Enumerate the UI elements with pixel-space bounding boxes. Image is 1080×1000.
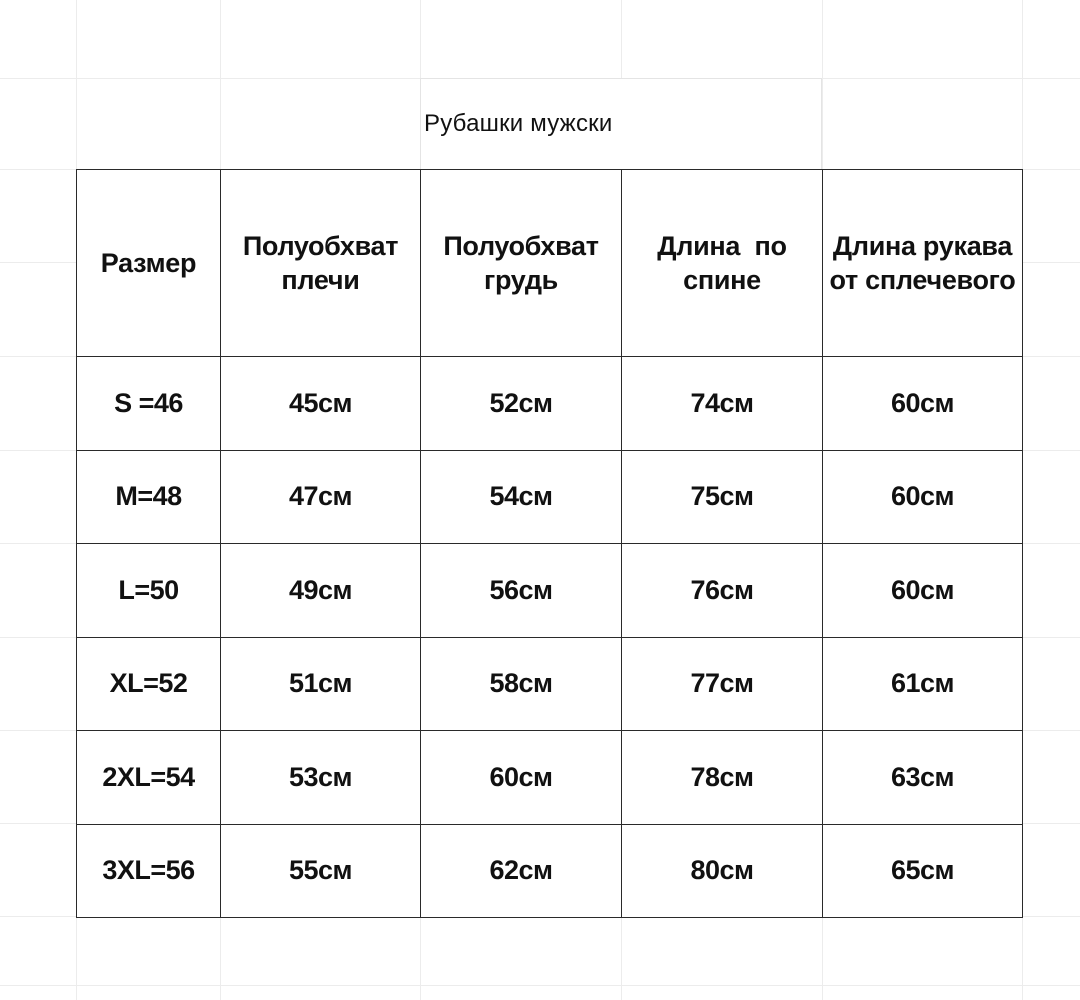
cell-back-length[interactable]: 77см (622, 637, 823, 731)
cell-chest[interactable]: 58см (421, 637, 622, 731)
cell-sleeve-length[interactable]: 63см (823, 731, 1023, 825)
header-sleeve-length[interactable] (823, 170, 1023, 357)
cell-back-length[interactable]: 78см (622, 731, 823, 825)
cell-shoulder[interactable]: 55см (221, 824, 421, 918)
cell-size[interactable]: L=50 (77, 544, 221, 638)
header-label: Длина рукава (832, 231, 1013, 261)
cell-chest[interactable]: 62см (421, 824, 622, 918)
cell-chest[interactable]: 56см (421, 544, 622, 638)
header-label: спине (683, 265, 761, 295)
cell-size[interactable]: XL=52 (77, 637, 221, 731)
sheet-title: Рубашки мужски (424, 110, 613, 137)
cell-back-length[interactable]: 74см (622, 357, 823, 451)
cell-back-length[interactable]: 75см (622, 450, 823, 544)
cell-sleeve-length[interactable]: 60см (823, 544, 1023, 638)
header-shoulder-half-girth[interactable] (221, 170, 421, 357)
header-label: плечи (281, 265, 360, 295)
cell-sleeve-length[interactable]: 61см (823, 637, 1023, 731)
header-label: Полуобхват (242, 231, 399, 261)
cell-chest[interactable]: 54см (421, 450, 622, 544)
title-cell[interactable] (420, 78, 822, 169)
cell-size[interactable]: 3XL=56 (77, 824, 221, 918)
size-chart-table (76, 169, 1023, 918)
gridline (0, 985, 1080, 986)
cell-sleeve-length[interactable]: 60см (823, 450, 1023, 544)
header-label: Длина по (657, 231, 787, 261)
cell-chest[interactable]: 52см (421, 357, 622, 451)
cell-shoulder[interactable]: 47см (221, 450, 421, 544)
cell-sleeve-length[interactable]: 60см (823, 357, 1023, 451)
cell-shoulder[interactable]: 49см (221, 544, 421, 638)
header-chest-half-girth[interactable] (421, 170, 622, 357)
cell-back-length[interactable]: 76см (622, 544, 823, 638)
table-row (77, 450, 1023, 544)
cell-sleeve-length[interactable]: 65см (823, 824, 1023, 918)
header-row (77, 170, 1023, 357)
cell-shoulder[interactable]: 45см (221, 357, 421, 451)
header-label: грудь (484, 265, 558, 295)
header-back-length[interactable] (622, 170, 823, 357)
table-row (77, 544, 1023, 638)
cell-shoulder[interactable]: 51см (221, 637, 421, 731)
table-row (77, 357, 1023, 451)
cell-size[interactable]: 2XL=54 (77, 731, 221, 825)
table-row (77, 637, 1023, 731)
cell-back-length[interactable]: 80см (622, 824, 823, 918)
table-row (77, 731, 1023, 825)
cell-size[interactable]: M=48 (77, 450, 221, 544)
header-label: от сплечевого (829, 265, 1016, 295)
header-label: Полуобхват (443, 231, 599, 261)
table-row (77, 824, 1023, 918)
cell-chest[interactable]: 60см (421, 731, 622, 825)
header-size[interactable] (77, 170, 221, 357)
header-label: Размер (100, 248, 197, 278)
cell-shoulder[interactable]: 53см (221, 731, 421, 825)
cell-size[interactable]: S =46 (77, 357, 221, 451)
